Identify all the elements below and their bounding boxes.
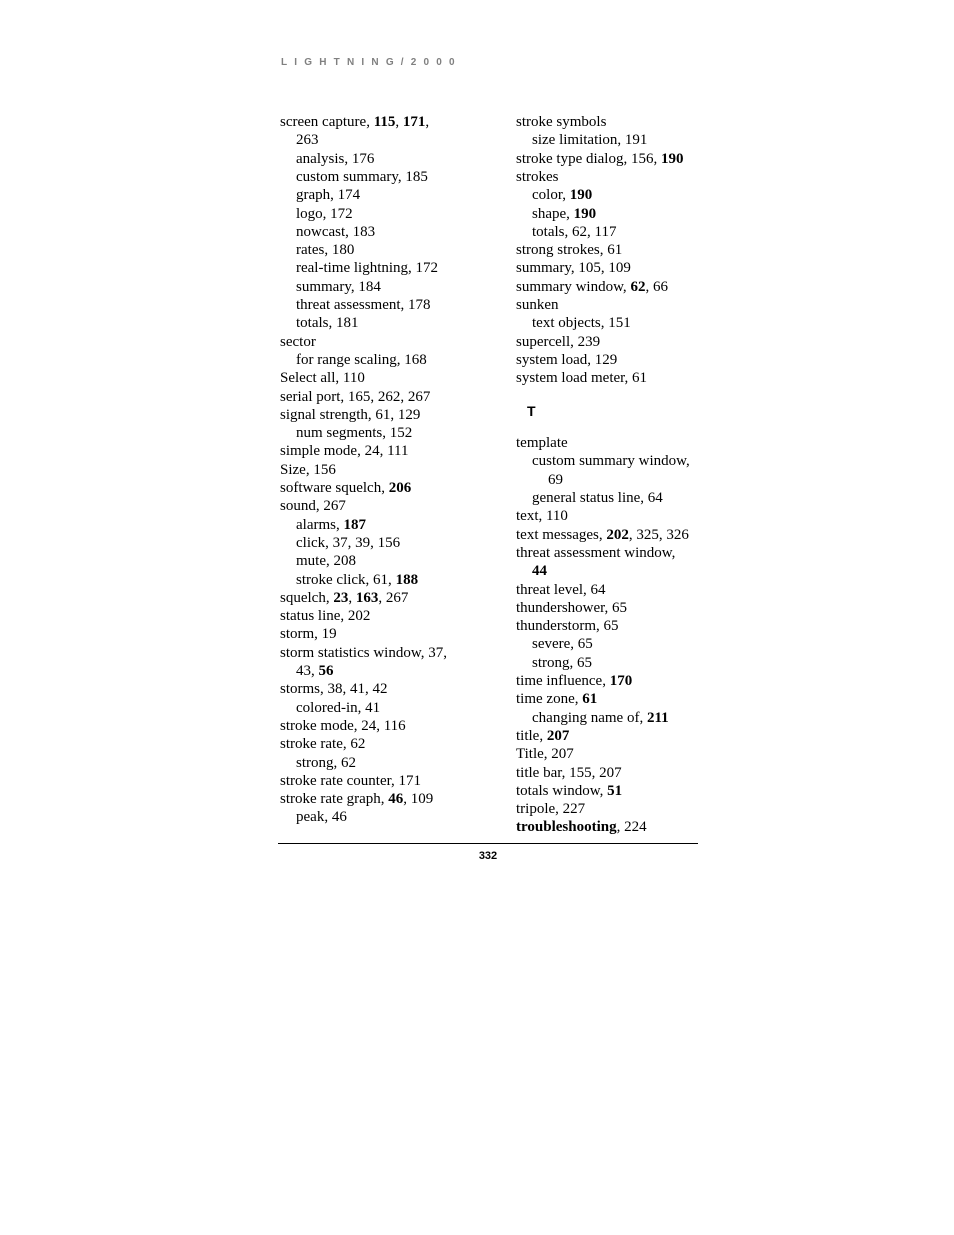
index-text: custom summary, 185 — [296, 168, 428, 185]
index-entry — [516, 782, 622, 800]
index-subentry — [516, 452, 690, 470]
index-entry — [280, 717, 406, 735]
index-text: summary, 184 — [296, 278, 381, 295]
index-subentry — [516, 223, 616, 241]
index-subentry — [280, 223, 375, 241]
index-entry — [280, 735, 365, 753]
index-entry — [516, 800, 585, 818]
index-text: , 267 — [378, 589, 409, 606]
index-text: , 325, 326 — [628, 526, 689, 543]
index-text: logo, 172 — [296, 205, 353, 222]
index-text: serial port, 165, 262, 267 — [280, 388, 431, 405]
index-page-ref-bold: 190 — [573, 205, 597, 222]
index-subentry — [280, 754, 356, 772]
index-subentry — [280, 131, 319, 149]
index-text: strong, 62 — [296, 754, 356, 771]
index-subentry — [280, 259, 438, 277]
index-text: num segments, 152 — [296, 425, 413, 442]
index-page-ref-bold: 56 — [318, 663, 334, 679]
index-text: colored-in, 41 — [296, 699, 381, 716]
index-page-ref-bold: troubleshooting — [516, 819, 617, 836]
index-entry — [280, 625, 337, 643]
index-page-ref-bold: 170 — [609, 673, 633, 689]
index-entry — [516, 690, 597, 708]
index-subentry — [280, 534, 400, 552]
index-text: changing name of, — [532, 709, 647, 726]
index-entry — [516, 818, 647, 836]
index-entry — [280, 388, 430, 406]
index-text: click, 37, 39, 156 — [296, 534, 401, 551]
index-entry — [516, 150, 683, 168]
index-page-ref-bold: 190 — [660, 150, 684, 167]
index-entry — [516, 507, 568, 525]
index-text: summary window, — [516, 278, 631, 295]
index-text: stroke rate graph, — [280, 791, 389, 808]
index-subentry — [516, 489, 663, 507]
index-text: thundershower, 65 — [516, 599, 628, 616]
index-page-ref-bold: 187 — [343, 516, 366, 533]
index-text: sector — [280, 333, 316, 350]
index-entry — [516, 745, 574, 763]
index-text: stroke type dialog, 156, — [516, 150, 661, 167]
index-page-ref-bold: 62 — [630, 278, 646, 295]
index-entry — [516, 617, 619, 635]
index-page-ref-bold: 51 — [607, 782, 623, 799]
index-text: , — [348, 589, 356, 606]
index-entry — [280, 680, 388, 698]
index-subentry — [516, 709, 669, 727]
index-entry — [280, 497, 346, 515]
index-text: , — [395, 114, 403, 130]
index-page-ref-bold: 61 — [582, 691, 598, 708]
index-text: squelch, — [280, 589, 334, 606]
index-page-ref-bold: 211 — [646, 709, 669, 726]
index-page-ref-bold: 171 — [402, 114, 426, 130]
index-text: system load, 129 — [516, 351, 618, 368]
index-entry — [280, 772, 421, 790]
index-entry — [280, 333, 316, 351]
index-subentry — [516, 654, 592, 672]
index-text: software squelch, — [280, 480, 389, 496]
index-subentry — [280, 150, 374, 168]
index-page-ref-bold: 23 — [333, 589, 349, 606]
index-text: 43, — [296, 663, 319, 679]
index-text: supercell, 239 — [516, 333, 601, 350]
index-subentry — [280, 808, 347, 826]
index-entry — [516, 526, 689, 544]
index-text: stroke symbols — [516, 114, 607, 130]
index-text: stroke rate counter, 171 — [280, 772, 422, 789]
index-text: screen capture, — [280, 114, 374, 130]
index-text: analysis, 176 — [296, 150, 375, 167]
index-subentry — [516, 131, 647, 149]
index-subentry — [280, 351, 427, 369]
index-text: tripole, 227 — [516, 801, 586, 818]
index-entry — [516, 581, 606, 599]
index-subentry — [516, 205, 596, 223]
index-entry — [516, 544, 675, 562]
index-subentry — [280, 205, 353, 223]
index-subentry — [280, 552, 356, 570]
index-entry — [280, 369, 365, 387]
index-entry — [280, 644, 447, 662]
index-text: severe, 65 — [532, 636, 593, 653]
index-subentry — [280, 278, 381, 296]
index-entry — [280, 479, 411, 497]
index-text: thunderstorm, 65 — [516, 618, 619, 635]
index-entry — [280, 589, 408, 607]
index-text: shape, — [532, 205, 574, 222]
index-entry — [516, 369, 647, 387]
index-text: text, 110 — [516, 508, 568, 525]
index-text: for range scaling, 168 — [296, 351, 427, 368]
index-text: strong strokes, 61 — [516, 242, 623, 259]
index-text: rates, 180 — [296, 242, 355, 259]
index-text: signal strength, 61, 129 — [280, 406, 421, 423]
index-page-ref-bold: 188 — [395, 571, 419, 588]
index-text: threat assessment, 178 — [296, 297, 431, 313]
index-subentry — [280, 516, 366, 534]
index-entry — [280, 461, 336, 479]
index-text: color, — [532, 187, 570, 204]
index-entry — [516, 333, 600, 351]
index-page-ref-bold: 46 — [388, 791, 404, 808]
running-header: LIGHTNING/2000 — [281, 57, 462, 68]
index-text: system load meter, 61 — [516, 370, 648, 387]
index-text: Select all, 110 — [280, 370, 365, 387]
index-text: stroke mode, 24, 116 — [280, 717, 406, 734]
index-page-ref-bold: 115 — [373, 114, 396, 130]
index-subentry — [516, 186, 592, 204]
index-text: title bar, 155, 207 — [516, 764, 622, 781]
index-entry — [516, 727, 569, 745]
index-subentry — [280, 168, 428, 186]
index-text: , 66 — [645, 278, 668, 295]
index-text: title, — [516, 727, 547, 744]
index-entry — [516, 241, 622, 259]
index-entry — [516, 672, 632, 690]
index-text: sunken — [516, 297, 559, 313]
index-text: stroke rate, 62 — [280, 736, 366, 753]
index-subentry — [280, 186, 360, 204]
index-text: , 109 — [403, 791, 434, 808]
index-text: , 224 — [616, 819, 647, 836]
index-text: alarms, — [296, 516, 344, 533]
index-text: time influence, — [516, 673, 610, 689]
index-entry — [280, 406, 420, 424]
index-entry — [516, 351, 617, 369]
index-subentry — [280, 699, 380, 717]
index-subentry — [280, 296, 431, 314]
index-page-ref-bold: 202 — [606, 526, 629, 543]
index-text: totals, 181 — [296, 315, 359, 332]
index-text: time zone, — [516, 691, 583, 708]
index-text: storms, 38, 41, 42 — [280, 681, 388, 698]
page-number: 332 — [478, 850, 498, 862]
index-subentry — [280, 424, 412, 442]
index-entry — [516, 113, 606, 131]
index-text: status line, 202 — [280, 608, 371, 625]
index-text: threat assessment window, — [516, 544, 676, 561]
index-section-letter — [527, 403, 536, 419]
index-entry — [516, 296, 559, 314]
index-subentry — [280, 314, 359, 332]
index-text: real-time lightning, 172 — [296, 260, 439, 277]
index-subentry — [516, 562, 547, 580]
index-entry — [280, 113, 429, 131]
index-page-ref-bold: 44 — [532, 563, 547, 580]
index-entry — [516, 278, 668, 296]
index-text: nowcast, 183 — [296, 223, 376, 240]
index-text: totals, 62, 117 — [532, 223, 617, 240]
footer-rule — [278, 843, 698, 844]
index-entry — [516, 599, 627, 617]
index-text: peak, 46 — [296, 809, 347, 826]
index-entry — [280, 790, 433, 808]
index-entry — [516, 764, 622, 782]
index-subentry — [280, 241, 354, 259]
index-text: Title, 207 — [516, 746, 574, 763]
index-subentry — [280, 571, 418, 589]
index-text: strong, 65 — [532, 654, 592, 671]
index-text: general status line, 64 — [532, 490, 663, 506]
index-text: 69 — [548, 471, 563, 488]
index-text: stroke click, 61, — [296, 571, 396, 588]
index-text: summary, 105, 109 — [516, 260, 631, 277]
index-page-ref-bold: 190 — [569, 187, 593, 204]
index-subentry — [516, 635, 593, 653]
index-text: size limitation, 191 — [532, 132, 648, 149]
index-page-ref-bold: 206 — [388, 480, 412, 496]
index-entry — [280, 442, 408, 460]
index-entry — [516, 168, 559, 186]
index-text: simple mode, 24, 111 — [280, 443, 409, 460]
index-text: Size, 156 — [280, 461, 336, 478]
index-subentry — [516, 314, 631, 332]
index-entry — [516, 259, 631, 277]
index-text: template — [516, 435, 568, 452]
index-text: storm statistics window, 37, — [280, 644, 447, 661]
index-entry — [280, 607, 370, 625]
index-page-ref-bold: 207 — [546, 727, 570, 744]
index-text: strokes — [516, 168, 559, 185]
index-text: sound, 267 — [280, 498, 346, 515]
index-text: T — [527, 402, 536, 419]
index-text: custom summary window, — [532, 453, 690, 470]
index-text: text messages, — [516, 526, 607, 543]
index-entry — [516, 434, 568, 452]
index-text: storm, 19 — [280, 626, 337, 643]
index-text: graph, 174 — [296, 187, 361, 204]
index-text: totals window, — [516, 782, 608, 799]
index-page-ref-bold: 163 — [355, 589, 379, 606]
index-text: mute, 208 — [296, 553, 356, 570]
index-subentry — [280, 662, 334, 680]
index-text: 263 — [296, 132, 319, 149]
index-text: text objects, 151 — [532, 315, 631, 332]
index-subentry — [516, 471, 563, 489]
index-text: threat level, 64 — [516, 581, 606, 598]
index-text: , — [425, 114, 430, 130]
